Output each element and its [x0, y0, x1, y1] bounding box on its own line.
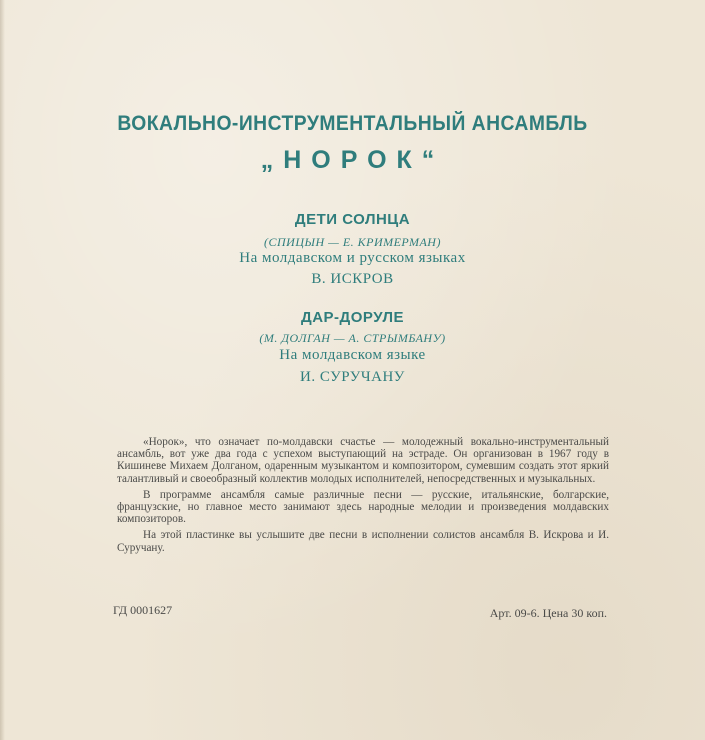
ensemble-type-heading: ВОКАЛЬНО-ИНСТРУМЕНТАЛЬНЫЙ АНСАМБЛЬ: [117, 112, 588, 135]
price-label: Арт. 09-6. Цена 30 коп.: [489, 606, 607, 620]
description-paragraph-2: В программе ансамбля самые различные песни — русские, итальянские, болгарские, французские, но главное место занимают здесь народные мелодии и произведения молдавских композиторов.: [117, 488, 609, 526]
song-2-language: На молдавском языке: [279, 347, 426, 363]
song-1-authors: (СПИЦЫН — Е. КРИМЕРМАН): [264, 235, 441, 249]
ensemble-name-heading: „НОРОК“: [260, 146, 445, 174]
song-2-authors: (М. ДОЛГАН — А. СТРЫМБАНУ): [259, 331, 446, 345]
song-1-singer: В. ИСКРОВ: [311, 271, 394, 287]
ensemble-description: [117, 436, 609, 558]
catalog-number: ГД 0001627: [113, 603, 173, 617]
description-paragraph-1: «Норок», что означает по-молдавски счастье — молодежный вокально-инструментальный ансамбль, вот уже два года с успехом выступающий на эстраде. Он организован в 1967 году в Кишиневе Михаем Долганом, одаренным музыкантом и композитором, сумевшим создать этот яркий талантливый и своеобразный коллектив молодых исполнителей, непосредственных и музыкальных.: [117, 436, 609, 485]
song-1-language: На молдавском и русском языках: [239, 250, 466, 266]
song-1-title: ДЕТИ СОЛНЦА: [294, 211, 411, 228]
description-paragraph-3: На этой пластинке вы услышите две песни в исполнении солистов ансамбля В. Искрова и И. Суручану.: [117, 529, 609, 554]
song-2-singer: И. СУРУЧАНУ: [300, 369, 405, 385]
song-2-title: ДАР-ДОРУЛЕ: [301, 309, 404, 326]
